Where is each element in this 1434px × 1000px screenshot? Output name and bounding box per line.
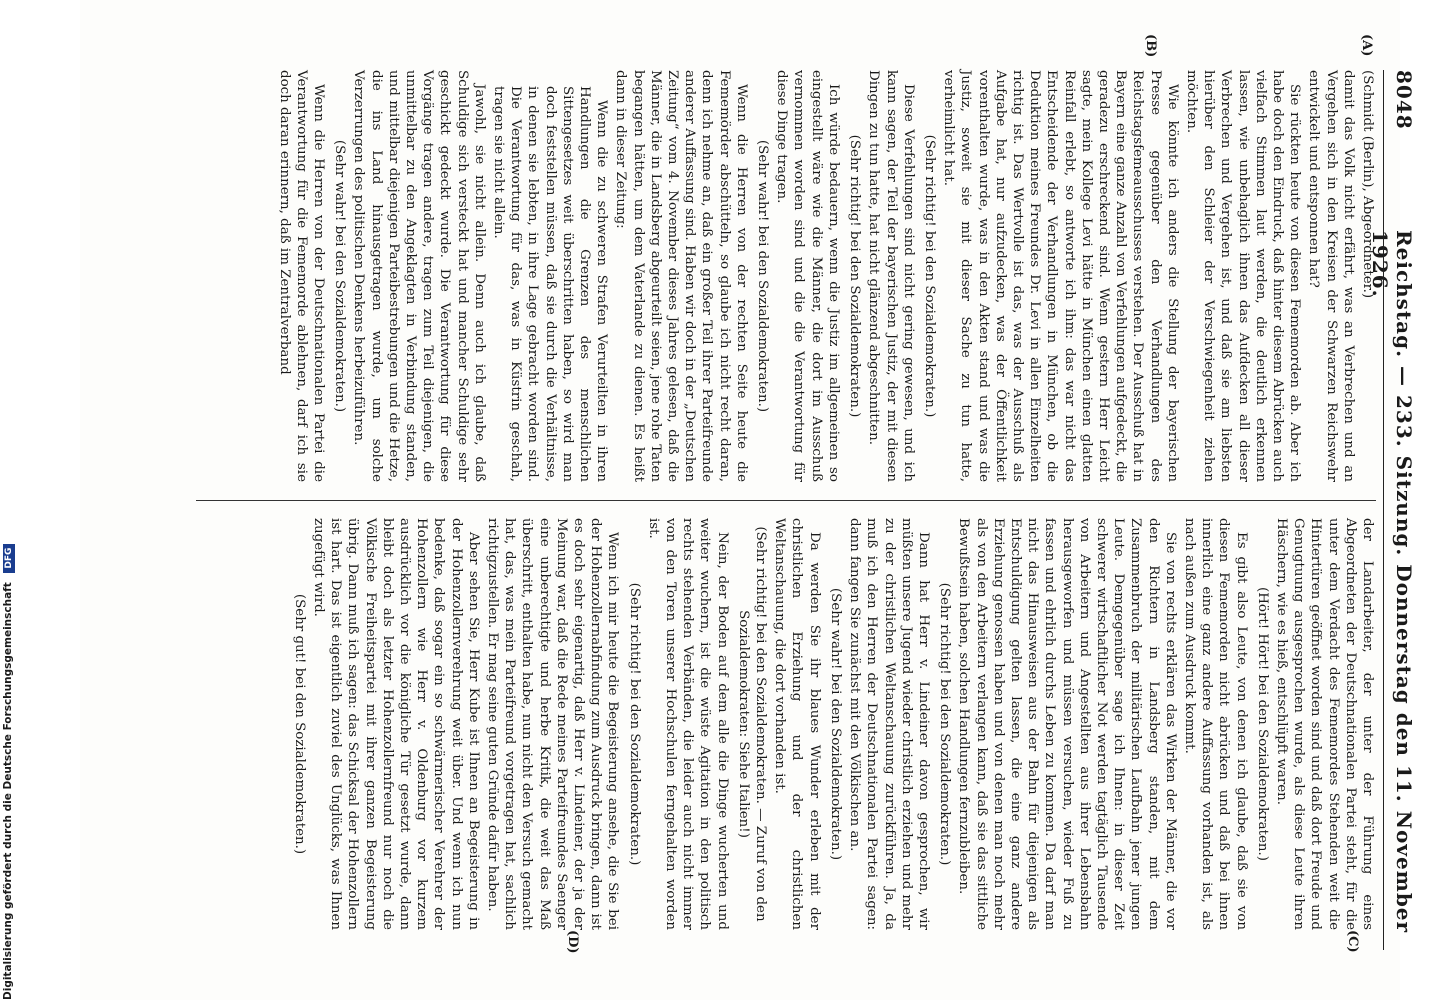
paragraph: Dann hat Herr v. Lindeiner davon gesprochen, wir müßten unsere Jugend wieder christlich erziehen und mehr zu der christlichen Weltanschauung zurückführen. Ja, da muß ich den Herren der Deutschnationalen Partei sagen: dann fangen Sie zunächst mit den Völkischen an. — [847, 518, 931, 930]
interjection: (Sehr richtig! bei den Sozialdemokraten.) — [626, 582, 642, 866]
margin-mark-a: (A) — [1359, 34, 1374, 57]
dfg-logo: DFG — [3, 544, 15, 573]
margin-mark-d: (D) — [565, 930, 580, 954]
interjection: (Hört! Hört! bei den Sozialdemokraten.) — [1254, 587, 1270, 861]
paragraph: Wenn die Herren von der rechten Seite heute die Fememörder abschütteln, so glaube ich nicht recht daran, denn ich nehme an, daß ein großer Teil ihrer Parteifreunde anderer Auffassung sind. Haben wir doch in der „Deutschen Zeitung“ vom 4. November dieses Jahres gelesen, daß die Männer, die in Landsberg abgeurteilt seien, jene rohe Taten begangen hätten, um dem Vaterlande zu dienen. Es heißt dann in dieser Zeitung: — [613, 70, 749, 482]
left-text-column — [273, 70, 1376, 482]
column-divider — [196, 500, 1376, 501]
interjection: (Sehr richtig! bei den Sozialdemokraten. — Zuruf von den Sozialdemokraten: Siehe Italien!) — [735, 526, 769, 922]
page-number: 8048 — [1392, 70, 1416, 130]
paragraph: Es gibt also Leute, von denen ich glaube, daß sie von diesen Fememorden nicht abrücken und daß bei ihnen innerlich eine ganz andere Auffassung vorhanden ist, als nach außen zum Ausdruck kommt. — [1181, 518, 1249, 930]
paragraph: Diese Verfehlungen sind nicht gering gewesen, und ich kann sagen, der Teil der bayerischen Justiz, der mit diesen Dingen zu tun hatte, hat nicht glänzend abgeschnitten. — [866, 70, 916, 482]
interjection: (Sehr gut! bei den Sozialdemokraten.) — [291, 593, 307, 855]
interjection: (Sehr richtig! bei den Sozialdemokraten.) — [937, 582, 953, 866]
margin-mark-b: (B) — [1143, 34, 1158, 58]
footer-credit-text: Digitalisierung gefördert durch die Deutsche Forschungsgemeinschaft — [2, 582, 14, 1000]
page-title: Reichstag. — 233. Sitzung. Donnerstag den 11. November 1926. — [1368, 230, 1416, 934]
paragraph: Da werden Sie ihr blaues Wunder erleben mit der christlichen Erziehung und der christlichen Weltanschauung, die dort vorhanden ist. — [772, 518, 822, 930]
scanned-page — [80, 0, 1416, 1000]
paragraph: Wenn ich mir heute die Begeisterung ansehe, die Sie bei der Hohenzollernabfindung zum Ausdruck bringen, dann ist es doch sehr eigenartig, daß Herr v. Lindeiner, der ja der Meinung war, daß die Rede meines Parteifreundes Saenger eine unberechtigte und herbe Kritik, die weit das Maß überschritt, enthalten habe, nun nicht den Versuch gemacht hat, das, was mein Parteifreund vorgetragen hat, sachlich richtigzustellen. Er mag seine guten Gründe dafür haben. — [485, 518, 621, 930]
interjection: (Sehr wahr! bei den Sozialdemokraten.) — [827, 587, 843, 861]
header-rule — [1383, 70, 1384, 950]
footer-credit — [2, 20, 15, 1000]
interjection: (Sehr richtig! bei den Sozialdemokraten.) — [847, 134, 863, 418]
paragraph: Wenn die zu schweren Strafen Verurteilten in ihren Handlungen die Grenzen des menschlichen Sittengesetzes weit überschritten haben, so wird man doch feststellen müssen, daß sie durch die Verhältnisse, in denen sie lebten, in ihre Lage gebracht worden sind. Die Verantwortung für das, was in Küstrin geschah, tragen sie nicht allein. — [491, 86, 610, 482]
interjection: (Sehr wahr! bei den Sozialdemokraten.) — [332, 139, 348, 413]
margin-mark-c: (C) — [1345, 930, 1360, 953]
paragraph: (Schmidt (Berlin), Abgeordneter.) — [1360, 70, 1375, 299]
rotated-page-content — [170, 34, 1420, 954]
interjection: (Sehr wahr! bei den Sozialdemokraten.) — [755, 139, 771, 413]
paragraph: Jawohl, sie nicht allein. Denn auch ich glaube, daß Schuldige sich versteckt hat und mancher Schuldige sehr geschickt gedeckt wurde. Die Verantwortung für diese Vorgänge tragen andere, tragen zum Teil diejenigen, die unmittelbar zu den Angeklagten in Verbindung standen, und mittelbar diejenigen Parteibestrebungen und die Hetze, die ins Land hinausgetragen wurde, um solche Verzerrungen des politischen Denkens herbeizuführen. — [351, 70, 487, 482]
paragraph: Wie könnte ich anders die Stellung der bayerischen Presse gegenüber den Verhandlungen des Reichstagsfemeausschusses verstehen. Der Ausschuß hat in Bayern eine ganze Anzahl von Verfehlungen aufgedeckt, die geradezu erschreckend sind. Wenn gestern Herr Leicht sagte, mein Kollege Levi hätte in München einen glatten Reinfall erlebt, so antworte ich ihm: das war nicht das Entscheidende der Verhandlungen in München, ob die Deduktion meines Freundes Dr. Levi in allen Einzelheiten richtig ist. Das Wertvolle ist das, was der Ausschuß als Aufgabe hat, nur aufzudecken, was der Öffentlichkeit vorenthalten wurde, was in den Akten stand und was die Justiz, soweit sie mit dieser Sache zu tun hatte, verheimlicht hat. — [941, 70, 1180, 482]
paragraph: damit das Volk nicht erfährt, was an Verbrechen und an Vergehen sich in den Kreisen der Schwarzen Reichswehr entwickelt und entsponnen hat? — [1306, 70, 1356, 482]
paragraph: der Landarbeiter, der unter der Führung eines Abgeordneten der Deutschnationalen Partei steht, für die unter dem Verdacht des Fememordes Stehenden weit die Hintertüren geöffnet worden sind und daß dort Freude und Genugtuung ausgesprochen wurde, als diese Leute ihren Häschern, wie es hieß, entschlüpft waren. — [1273, 518, 1375, 930]
paragraph: Sie von rechts erklären das Wirken der Männer, die vor den Richtern in Landsberg standen, mit dem Zusammenbruch der militärischen Laufbahn jener jungen Leute. Demgegenüber sage ich Ihnen: in dieser Zeit schwerer wirtschaftlicher Not werden tagtäglich Tausende von Arbeitern und Angestellten aus ihrer Lebensbahn herausgeworfen und müssen versuchen, wieder Fuß zu fassen und ehrlich durchs Leben zu kommen. Da darf man nicht das Hinausweisen aus der Bahn für diejenigen als Entschuldigung gelten lassen, die eine ganz andere Erziehung genossen haben und von denen man noch mehr als von den Arbeitern verlangen kann, daß sie das sittliche Bewußtsein haben, solchen Handlungen fernzubleiben. — [956, 518, 1178, 930]
interjection: (Sehr richtig! bei den Sozialdemokraten.) — [921, 134, 937, 418]
paragraph: Sie rückten heute von diesen Fememorden ab. Aber ich habe doch den Eindruck, daß hinter diesem Abrücken auch vielfach Stimmen laut werden, die deutlich erkennen lassen, wie unbehaglich ihnen das Aufdecken all dieser Verbrechen und Vergehen ist, und daß sie am liebsten hierüber den Schleier der Verschwiegenheit ziehen möchten. — [1183, 70, 1303, 482]
page-header — [1368, 70, 1420, 950]
paragraph: Ich würde bedauern, wenn die Justiz im allgemeinen so eingestellt wäre wie die Männer, die dort im Ausschuß vernommen worden sind und die die Verantwortung für diese Dinge tragen. — [774, 70, 841, 482]
paragraph: Aber sehen Sie, Herr Kube ist Ihnen an Begeisterung in der Hohenzollernverehrung weit über. Und wenn ich nun bedenke, daß sogar ein so schwärmerischer Verehrer der Hohenzollern wie Herr v. Oldenburg vor kurzem ausdrücklich vor die königliche Tür gesetzt wurde, dann bleibt doch als letzter Hohenzollernfreund nur noch die Völkische Freiheitspartei mit ihrer ganzen Begeisterung übrig. Dann muß ich sagen: das Schicksal der Hohenzollern ist hart. Das ist eigentlich zuviel des Unglücks, was Ihnen zugefügt wird. — [311, 518, 481, 930]
right-text-column — [287, 518, 1376, 930]
paragraph: Wenn die Herren von der Deutschnationalen Partei die Verantwortung für die Fememorde ablehnen, darf ich sie doch daran erinnern, daß im Zentralverband — [276, 70, 327, 482]
footer-strip — [2, 0, 16, 1000]
paragraph: Nein, der Boden auf dem alle die Dinge wucherten und weiter wuchern, ist die wüste Agitation in den politisch rechts stehenden Verbänden, die leider auch nicht immer von den Toren unserer Hochschulen ferngehalten worden ist. — [645, 518, 730, 930]
